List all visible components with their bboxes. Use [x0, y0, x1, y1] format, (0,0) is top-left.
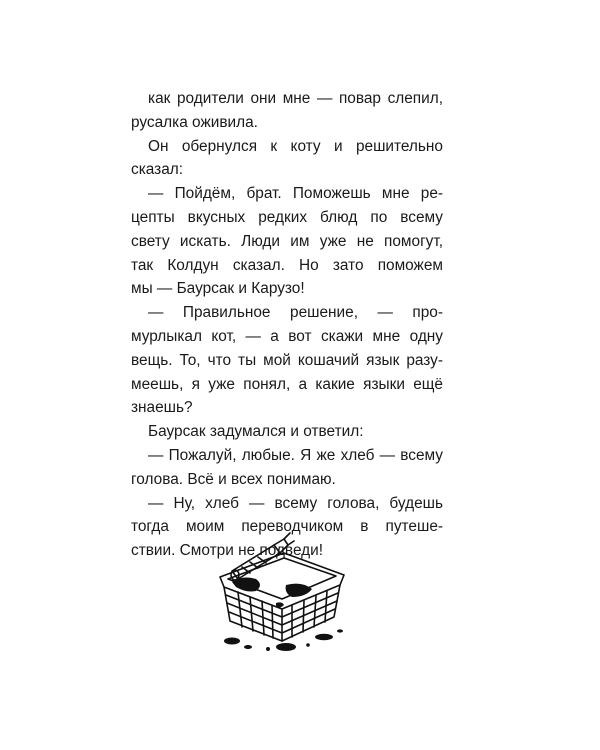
text-line: цепты вкусных редких блюд по всему: [131, 208, 443, 226]
text-line: — Правильное решение, — про-: [148, 304, 443, 322]
text-line: свету искать. Люди им уже не помогут,: [131, 232, 443, 250]
baking-tin-illustration-icon: [212, 525, 360, 653]
text-line: голова. Всё и всех понимаю.: [131, 470, 336, 488]
text-line: Он обернулся к коту и решительно: [148, 137, 443, 155]
text-line: ствии. Смотри не подведи!: [131, 542, 324, 560]
text-line: мы — Баурсак и Карузо!: [131, 280, 305, 298]
text-line: как родители они мне — повар слепил,: [148, 90, 443, 107]
text-line: сказал:: [131, 161, 184, 179]
text-line: Баурсак задумался и ответил:: [148, 423, 364, 441]
text-line: тогда моим переводчиком в путеше-: [131, 518, 443, 536]
text-line: мурлыкал кот, — а вот скажи мне одну: [131, 327, 443, 345]
text-line: вещь. То, что ты мой кошачий язык разу-: [131, 351, 443, 369]
text-line: знаешь?: [131, 399, 193, 417]
text-line: русалка оживила.: [131, 113, 258, 131]
text-line: так Колдун сказал. Но зато поможем: [131, 256, 443, 274]
text-line: — Пойдём, брат. Поможешь мне ре-: [148, 185, 443, 203]
text-line: меешь, я уже понял, а какие языки ещё: [131, 375, 443, 393]
text-line: — Ну, хлеб — всему голова, будешь: [148, 494, 443, 512]
page-text: [131, 87, 443, 563]
text-line: — Пожалуй, любые. Я же хлеб — всему: [148, 446, 443, 464]
